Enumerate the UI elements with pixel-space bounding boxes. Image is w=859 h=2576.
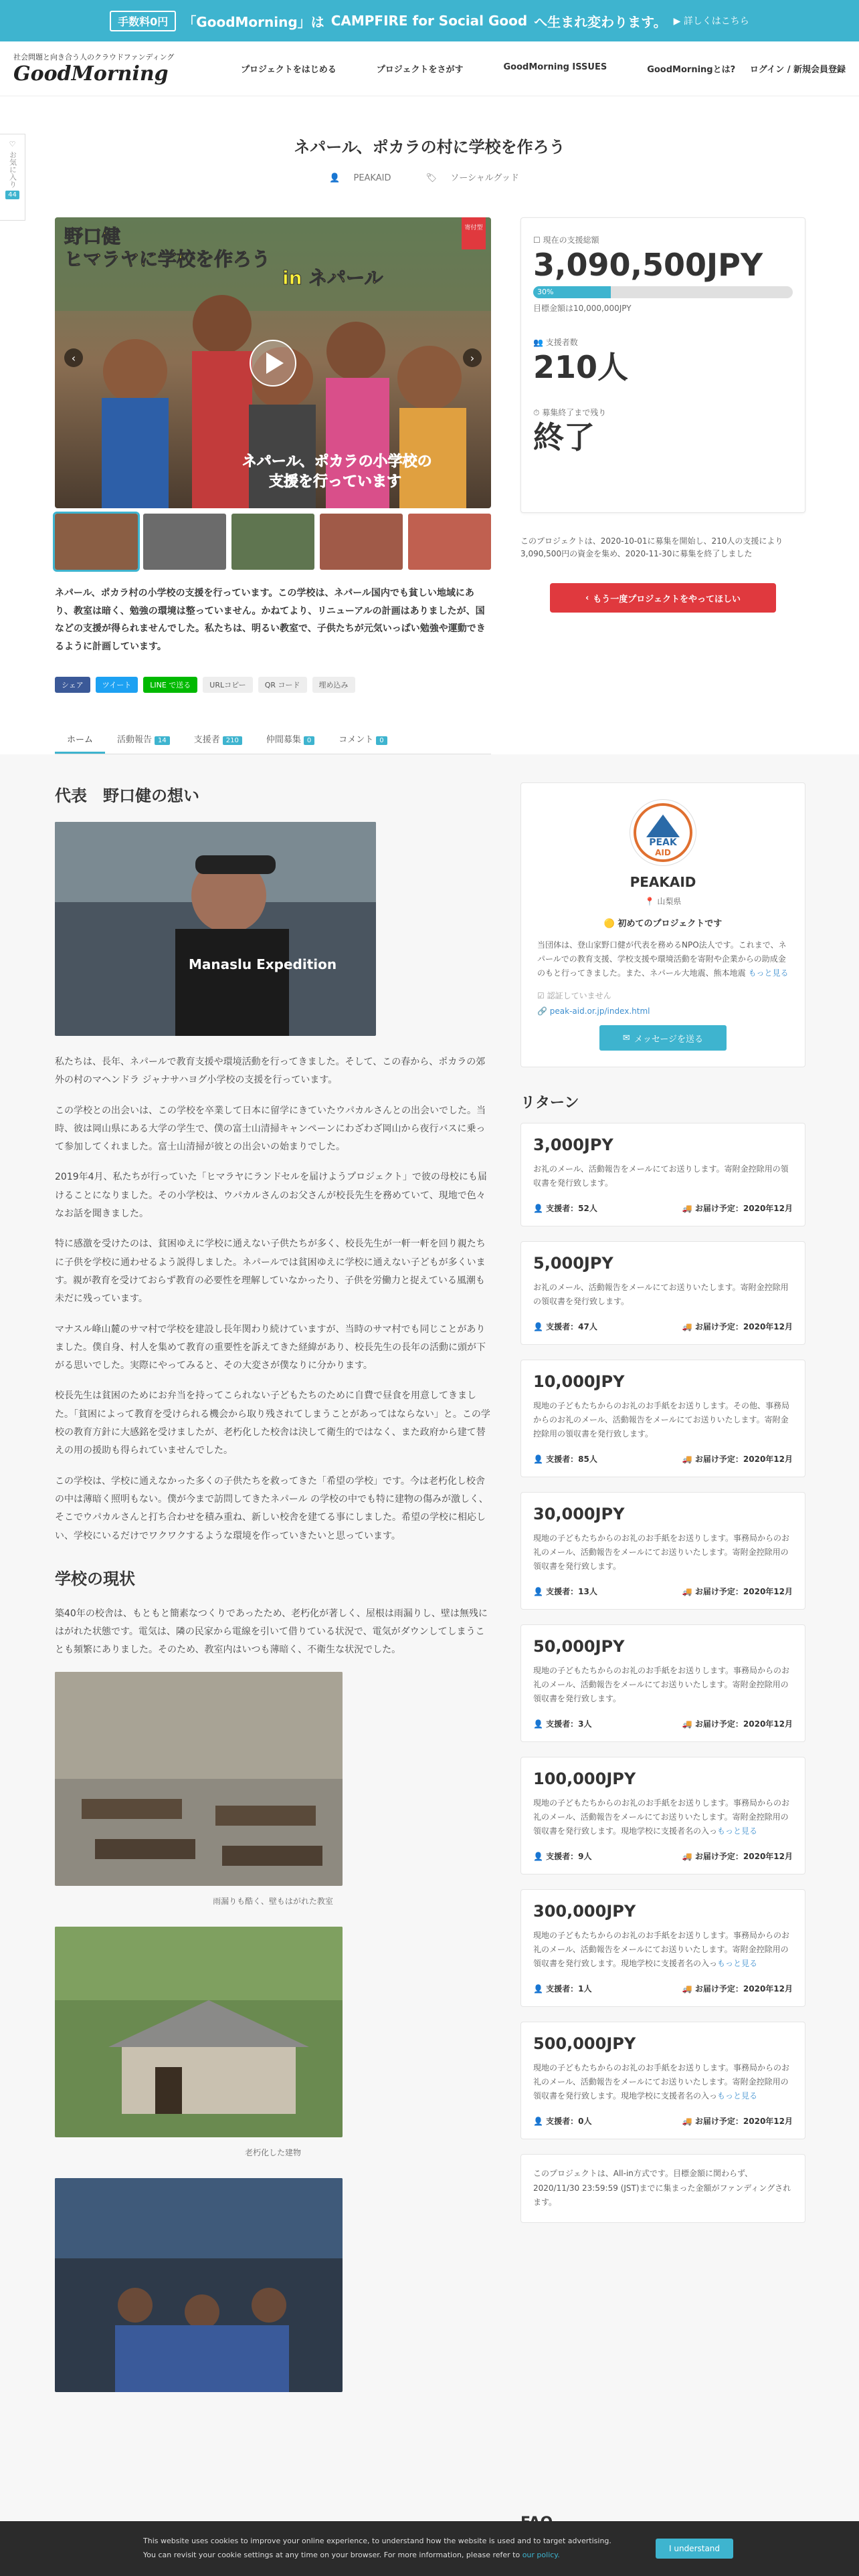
sns-status-text: 認証していません (547, 991, 611, 1000)
progress-bar (533, 286, 793, 298)
hero-caption-4: ネパール、ポカラの小学校の (242, 453, 432, 470)
banner-link[interactable]: ▶ 詳しくはこちら (673, 16, 749, 27)
top-banner[interactable] (0, 0, 859, 41)
url-copy-button[interactable]: URLコピー (203, 677, 252, 693)
remain-label-text: 募集終了まで残り (542, 408, 607, 418)
hero-caption-2: ヒマラヤに学校を作ろう (64, 248, 271, 270)
reward-card[interactable] (520, 2022, 805, 2139)
logo-name: GoodMorning (13, 62, 169, 86)
thumbnail[interactable] (231, 514, 314, 570)
reward-footer (533, 1586, 793, 1597)
cookie-accept-button[interactable]: I understand (656, 2539, 733, 2559)
reward-more-link[interactable]: もっと見る (717, 2091, 758, 2101)
body-paragraph: マナスル峰山麓のサマ村で学校を建設し長年関わり続けていますが、当時のサマ村でも同じことがありました。僕自身、村人を集めて教育の重要性を訴えてきた経緯があり、校長先生の長年の活動に頭が下がる思いでした。実際にやってみると、その大変さが僕なりに分かります。 (55, 1323, 486, 1372)
reward-card[interactable] (520, 1492, 805, 1610)
tab-comments-badge: 0 (376, 736, 387, 745)
reward-footer (533, 1453, 793, 1465)
site-header (0, 41, 859, 96)
thumbnail-strip (55, 514, 491, 570)
owner-location: 📍 山梨県 (644, 897, 682, 906)
founder-photo (55, 822, 376, 1036)
reward-description-text: 現地の子どもたちからのお礼のお手紙をお送りします。事務局からのお礼のメール、活動報告をメールにてお送りいたします。寄附金控除用の領収書を発行致します。現地学校に支援者名の入っ (533, 2063, 790, 2101)
reward-delivery-text: お届け予定：2020年12月 (694, 1984, 793, 1994)
tab-recruit-badge: 0 (304, 736, 314, 745)
reward-footer (533, 1718, 793, 1729)
embed-button[interactable]: 埋め込み (312, 677, 355, 693)
tab-reports-badge: 14 (155, 736, 170, 745)
reward-description (533, 1531, 793, 1574)
first-project-badge: 🟡 初めてのプロジェクトです (603, 919, 723, 929)
reward-description (533, 1796, 793, 1838)
reward-backers-text: 支援者：13人 (546, 1587, 597, 1596)
classroom-photo (55, 1672, 343, 1886)
project-body (55, 782, 491, 2401)
tab-recruit-label: 仲間募集 (266, 735, 301, 745)
hero-caption-3: in ネパール (282, 267, 383, 289)
cookie-line-1: This website uses cookies to improve your online experience, to understand how the website is used and to target advertising. (143, 2537, 611, 2546)
reward-price: 5,000JPY (533, 1254, 613, 1273)
allin-info: このプロジェクトは、All-in方式です。目標金額に関わらず、2020/11/30 23:59:59 (JST)までに集まった金額がファンディングされます。 (520, 2154, 805, 2223)
peakaid-logo (633, 802, 693, 863)
tab-home[interactable] (55, 726, 105, 754)
reward-description-text: 現地の子どもたちからのお礼のお手紙をお送りします。事務局からのお礼のメール、活動報告をメールにてお送りいたします。寄附金控除用の領収書を発行致します。現地学校に支援者名の入っ (533, 1931, 790, 1968)
reward-backers: 👤 支援者：13人 (533, 1587, 597, 1596)
reward-backers-text: 支援者：0人 (546, 2117, 592, 2126)
donation-badge: 寄付型 (464, 225, 483, 231)
reward-description-text: お礼のメール、活動報告をメールにてお送りいたします。寄附金控除用の領収書を発行致します。 (533, 1283, 789, 1306)
request-again-label: もう一度プロジェクトをやってほしい (593, 594, 741, 605)
backers-count: 210人 (533, 348, 629, 385)
campfire-logo: CAMPFIRE for Social Good (330, 13, 528, 29)
hero-slideshow[interactable] (55, 217, 491, 508)
reward-list (520, 1123, 805, 2139)
send-message-label: メッセージを送る (634, 1034, 704, 1045)
cookie-banner (0, 2521, 859, 2576)
funding-stats (520, 217, 805, 513)
twitter-share-button[interactable]: ツイート (96, 677, 138, 693)
tab-backers-badge: 210 (223, 736, 242, 745)
reward-description-text: 現地の子どもたちからのお礼のお手紙をお送りします。事務局からのお礼のメール、活動報告をメールにてお送りいたします。寄附金控除用の領収書を発行致します。 (533, 1666, 790, 1703)
reward-description (533, 1281, 793, 1309)
reward-card[interactable] (520, 1123, 805, 1226)
category-link[interactable]: 🏷 ソーシャルグッド (425, 173, 519, 183)
nav-start-project[interactable]: プロジェクトをはじめる (241, 65, 337, 75)
reward-card[interactable] (520, 1624, 805, 1742)
reward-backers: 👤 支援者：47人 (533, 1322, 597, 1331)
remain-value: 終了 (533, 419, 595, 456)
facebook-share-button[interactable]: シェア (55, 677, 90, 693)
reward-backers: 👤 支援者：85人 (533, 1455, 597, 1464)
section-heading: 代表 野口健の想い (55, 786, 199, 805)
owner-website-link[interactable]: 🔗 peak-aid.or.jp/index.html (537, 1006, 650, 1016)
body-paragraph: 私たちは、長年、ネパールで教育支援や環境活動を行ってきました。そして、この春から、ポカラの郊外の村のマヘンドラ ジャナサハヨグ小学校の支援を行っています。 (55, 1057, 486, 1086)
tab-comments[interactable] (326, 726, 399, 754)
cookie-line-2-text: You can revisit your cookie settings at any time on your browser. For more information, please refer to (143, 2551, 520, 2559)
reward-more-link[interactable]: もっと見る (717, 1826, 758, 1836)
hero-next-button[interactable]: › (463, 348, 482, 367)
thumbnail[interactable] (320, 514, 403, 570)
owner-description (537, 938, 789, 980)
request-again-button[interactable]: ‹ もう一度プロジェクトをやってほしい (550, 583, 776, 613)
banner-text-b: へ生まれ変わります。 (534, 13, 667, 30)
first-project-text: 初めてのプロジェクトです (617, 919, 723, 929)
tab-recruit[interactable] (254, 726, 326, 754)
thumbnail[interactable] (55, 514, 138, 570)
project-title: ネパール、ポカラの村に学校を作ろう (294, 138, 565, 156)
fee-pill: 手数料0円 (110, 11, 176, 31)
reward-price: 100,000JPY (533, 1769, 636, 1788)
body-paragraph: この学校との出会いは、この学校を卒業して日本に留学にきていたウパカルさんとの出会いでした。当時、彼は岡山県にある大学の学生で、僕の富士山清掃キャンペーンにわざわざ岡山から夜行バスに乗って参加してくれました。富士山清掃が彼との出会いの始まりでした。 (55, 1105, 486, 1153)
progress-fill: 30% (533, 286, 611, 298)
reward-delivery: 🚚 お届け予定：2020年12月 (682, 2117, 793, 2126)
hero-caption-5: 支援を行っています (269, 473, 402, 490)
goal-amount: 目標金額は10,000,000JPY (533, 303, 632, 313)
students-photo (55, 2178, 343, 2392)
category-name: ソーシャルグッド (450, 173, 519, 183)
owner-website-text: peak-aid.or.jp/index.html (549, 1006, 650, 1016)
reward-footer (533, 1321, 793, 1332)
reward-card[interactable] (520, 1757, 805, 1874)
logo-tagline: 社会問題と向き合う人のクラウドファンディング (13, 53, 175, 62)
reward-backers: 👤 支援者：52人 (533, 1204, 597, 1213)
body-paragraph: 2019年4月、私たちが行っていた「ヒマラヤにランドセルを届けようプロジェクト」で彼の母校にも届けることになりました。その小学校は、ウパカルさんのお父さんが校長先生を務めていて、現地で色々なお話を聞きました。 (55, 1172, 487, 1220)
nav-about[interactable]: GoodMorningとは? (647, 65, 736, 75)
reward-backers-text: 支援者：52人 (546, 1204, 597, 1213)
reward-backers-text: 支援者：85人 (546, 1455, 597, 1464)
body-paragraph: 特に感激を受けたのは、貧困ゆえに学校に通えない子供たちが多く、校長先生が一軒一軒を回り親たちに子供を学校に通わせるよう説得しました。ネパールでは貧困ゆえに学校に通えない子どもが多くいます。親が教育を受けておらず教育の必要性を理解していなかったり、子供を労働力と捉えている風潮も未だに残っています。 (55, 1239, 486, 1305)
reward-delivery-text: お届け予定：2020年12月 (694, 1719, 793, 1729)
banner-text-a: 「GoodMorning」は (183, 13, 324, 30)
cookie-policy-link[interactable]: our policy. (522, 2551, 560, 2559)
reward-description (533, 1929, 793, 1971)
reward-delivery-text: お届け予定：2020年12月 (694, 1322, 793, 1331)
login-link[interactable]: ログイン / 新規会員登録 (749, 65, 846, 75)
reward-description (533, 1399, 793, 1441)
reward-delivery: 🚚 お届け予定：2020年12月 (682, 1587, 793, 1596)
reward-price: 30,000JPY (533, 1505, 625, 1523)
tab-backers[interactable] (182, 726, 254, 754)
project-lead: ネパール、ポカラ村の小学校の支援を行っています。この学校は、ネパール国内でも貧しい地域にあり、教室は暗く、勉強の環境は整っていません。かねてより、リニューアルの計画はありましたが、国などの支援が得られませんでした。私たちは、明るい教室で、子供たちが元気いっぱい勉強や運動できるように計画しています。 (55, 588, 486, 652)
reward-description (533, 1664, 793, 1706)
backers-label: 👥 支援者数 (533, 337, 578, 347)
reward-backers: 👤 支援者：3人 (533, 1719, 592, 1729)
thumbnail[interactable] (408, 514, 491, 570)
hero-prev-button[interactable]: ‹ (64, 348, 83, 367)
reward-price: 3,000JPY (533, 1136, 613, 1154)
photo-caption: 雨漏りも酷く、壁もはがれた教室 (213, 1896, 333, 1906)
owner-avatar[interactable] (630, 799, 696, 866)
owner-link[interactable]: 👤 PEAKAID (329, 173, 391, 183)
reward-delivery-text: お届け予定：2020年12月 (694, 1455, 793, 1464)
nav-issues[interactable]: GoodMorning ISSUES (503, 62, 607, 72)
building-photo (55, 1927, 343, 2137)
owner-more-link[interactable]: もっと見る (748, 968, 789, 978)
reward-backers: 👤 支援者：1人 (533, 1984, 592, 1994)
reward-description-text: 現地の子どもたちからのお礼のお手紙をお送りします。事務局からのお礼のメール、活動報告をメールにてお送りいたします。寄附金控除用の領収書を発行致します。現地学校に支援者名の入っ (533, 1798, 790, 1836)
owner-description-text: 当団体は、登山家野口健が代表を務めるNPO法人です。これまで、ネパールでの教育支援、学校支援や環境活動を寄附や企業からの助成金のもと行ってきました。また、ネパール大地震、熊本地震 (537, 940, 787, 978)
body-paragraph: この学校は、学校に通えなかった多くの子供たちを救ってきた「希望の学校」です。今は老朽化し校舎の中は薄暗く照明もない。僕が今まで訪問してきたネパール の学校の中でも特に建物の傷みが激しく、そこでウパカルさんと打ち合わせを積み重ね、新しい校舎を建てる事にしました。希望の学校に相応しい、学校にいるだけでワクワクするような環境を作っていきたいと思っています。 (55, 1475, 488, 1541)
reward-delivery: 🚚 お届け予定：2020年12月 (682, 1984, 793, 1994)
reward-backers-text: 支援者：1人 (546, 1984, 592, 1994)
reward-price: 10,000JPY (533, 1372, 625, 1391)
body-paragraph: 築40年の校舎は、もともと簡素なつくりであったため、老朽化が著しく、屋根は雨漏りし、壁は無残にはがれた状態です。電気は、隣の民家から電線を引いて借りている状況で、電気がダウンしてしまうことも頻繁にありました。そのため、教室内はいつも薄暗く、不衛生な状況でした。 (55, 1608, 488, 1656)
reward-price: 500,000JPY (533, 2034, 636, 2053)
reward-description-text: 現地の子どもたちからのお礼のお手紙をお送りします。事務局からのお礼のメール、活動報告をメールにてお送りいたします。寄附金控除用の領収書を発行致します。 (533, 1533, 790, 1571)
reward-description (533, 2061, 793, 2103)
qr-code-button[interactable]: QR コード (258, 677, 307, 693)
reward-delivery-text: お届け予定：2020年12月 (694, 2117, 793, 2126)
tab-reports[interactable] (105, 726, 182, 754)
reward-footer (533, 1983, 793, 1994)
section-heading: 学校の現状 (55, 1569, 135, 1588)
reward-backers-text: 支援者：47人 (546, 1322, 597, 1331)
body-paragraph: 校長先生は貧困のためにお弁当を持ってこられない子どもたちのために自費で昼食を用意してきました。「貧困によって教育を受けられる機会から取り残されてしまうことがあってはならない」と。この学校の教育方針に大感銘を受けましたが、老朽化した校舎は決して衛生的ではなく、また政府から建て替えの用の援助も得られていませんでした。 (55, 1390, 490, 1457)
rewards-title: リターン (520, 1095, 579, 1111)
tab-reports-label: 活動報告 (117, 735, 153, 745)
project-tabs (55, 726, 491, 754)
site-logo[interactable] (13, 51, 214, 86)
photo-caption: 老朽化した建物 (244, 2147, 301, 2157)
reward-card[interactable] (520, 1360, 805, 1477)
main-nav (241, 62, 735, 75)
logo-text-1: PEAK (649, 837, 677, 848)
reward-delivery: 🚚 お届け予定：2020年12月 (682, 1322, 793, 1331)
cookie-line-2 (143, 2549, 611, 2563)
tab-backers-label: 支援者 (193, 735, 220, 745)
project-meta (0, 171, 859, 183)
favorite-count: 44 (5, 191, 19, 199)
hero-caption-1: 野口健 (64, 225, 121, 247)
sns-status: ☑ 認証していません (537, 991, 611, 1000)
reward-delivery: 🚚 お届け予定：2020年12月 (682, 1719, 793, 1729)
line-share-button[interactable]: LINE で送る (143, 677, 197, 693)
sidebar (520, 782, 805, 2223)
cookie-text (143, 2535, 611, 2563)
nav-find-project[interactable]: プロジェクトをさがす (376, 65, 464, 75)
reward-backers: 👤 支援者：0人 (533, 2117, 592, 2126)
reward-delivery: 🚚 お届け予定：2020年12月 (682, 1852, 793, 1861)
reward-delivery-text: お届け予定：2020年12月 (694, 1204, 793, 1213)
owner-profile (520, 782, 805, 1067)
reward-backers-text: 支援者：3人 (546, 1719, 592, 1729)
remain-label: ⏱ 募集終了まで残り (533, 408, 607, 418)
reward-delivery: 🚚 お届け予定：2020年12月 (682, 1204, 793, 1213)
logo-text-2: AID (655, 848, 671, 857)
reward-backers: 👤 支援者：9人 (533, 1852, 592, 1861)
owner-name: PEAKAID (353, 173, 391, 183)
reward-footer (533, 2115, 793, 2127)
reward-delivery-text: お届け予定：2020年12月 (694, 1587, 793, 1596)
backers-label-text: 支援者数 (545, 337, 578, 347)
reward-card[interactable] (520, 1889, 805, 2007)
reward-price: 50,000JPY (533, 1637, 625, 1656)
reward-card[interactable] (520, 1241, 805, 1345)
reward-delivery-text: お届け予定：2020年12月 (694, 1852, 793, 1861)
banner-link-label: 詳しくはこちら (683, 16, 749, 27)
send-message-button[interactable]: ✉ メッセージを送る (599, 1025, 727, 1051)
total-amount: 3,090,500JPY (533, 247, 763, 283)
reward-price: 300,000JPY (533, 1902, 636, 1921)
share-bar (55, 677, 355, 693)
favorite-label: お気に入り (8, 151, 17, 188)
reward-description-text: 現地の子どもたちからのお礼のお手紙をお送りします。その他、事務局からのお礼のメール、活動報告をメールにてお送りいたします。寄附金控除用の領収書を発行致します。 (533, 1401, 790, 1438)
reward-description-text: お礼のメール、活動報告をメールにてお送りします。寄附金控除用の領収書を発行致します。 (533, 1164, 789, 1188)
funding-notice: このプロジェクトは、2020-10-01に募集を開始し、210人の支援により3,090,500円の資金を集め、2020-11-30に募集を終了しました (520, 536, 783, 559)
reward-delivery: 🚚 お届け予定：2020年12月 (682, 1455, 793, 1464)
tab-home-label: ホーム (67, 735, 94, 745)
shirt-text: Manaslu Expedition (189, 956, 337, 972)
reward-footer (533, 1202, 793, 1214)
reward-more-link[interactable]: もっと見る (717, 1959, 758, 1968)
owner-location-text: 山梨県 (657, 897, 682, 906)
total-label-text: 現在の支援総額 (543, 235, 599, 245)
thumbnail[interactable] (143, 514, 226, 570)
reward-backers-text: 支援者：9人 (546, 1852, 592, 1861)
reward-description (533, 1162, 793, 1190)
tab-comments-label: コメント (339, 735, 374, 745)
reward-footer (533, 1850, 793, 1862)
hero-image (55, 217, 491, 508)
total-label: ☐ 現在の支援総額 (533, 235, 599, 245)
owner-name[interactable]: PEAKAID (630, 874, 696, 890)
heart-icon: ♡ (9, 140, 16, 148)
